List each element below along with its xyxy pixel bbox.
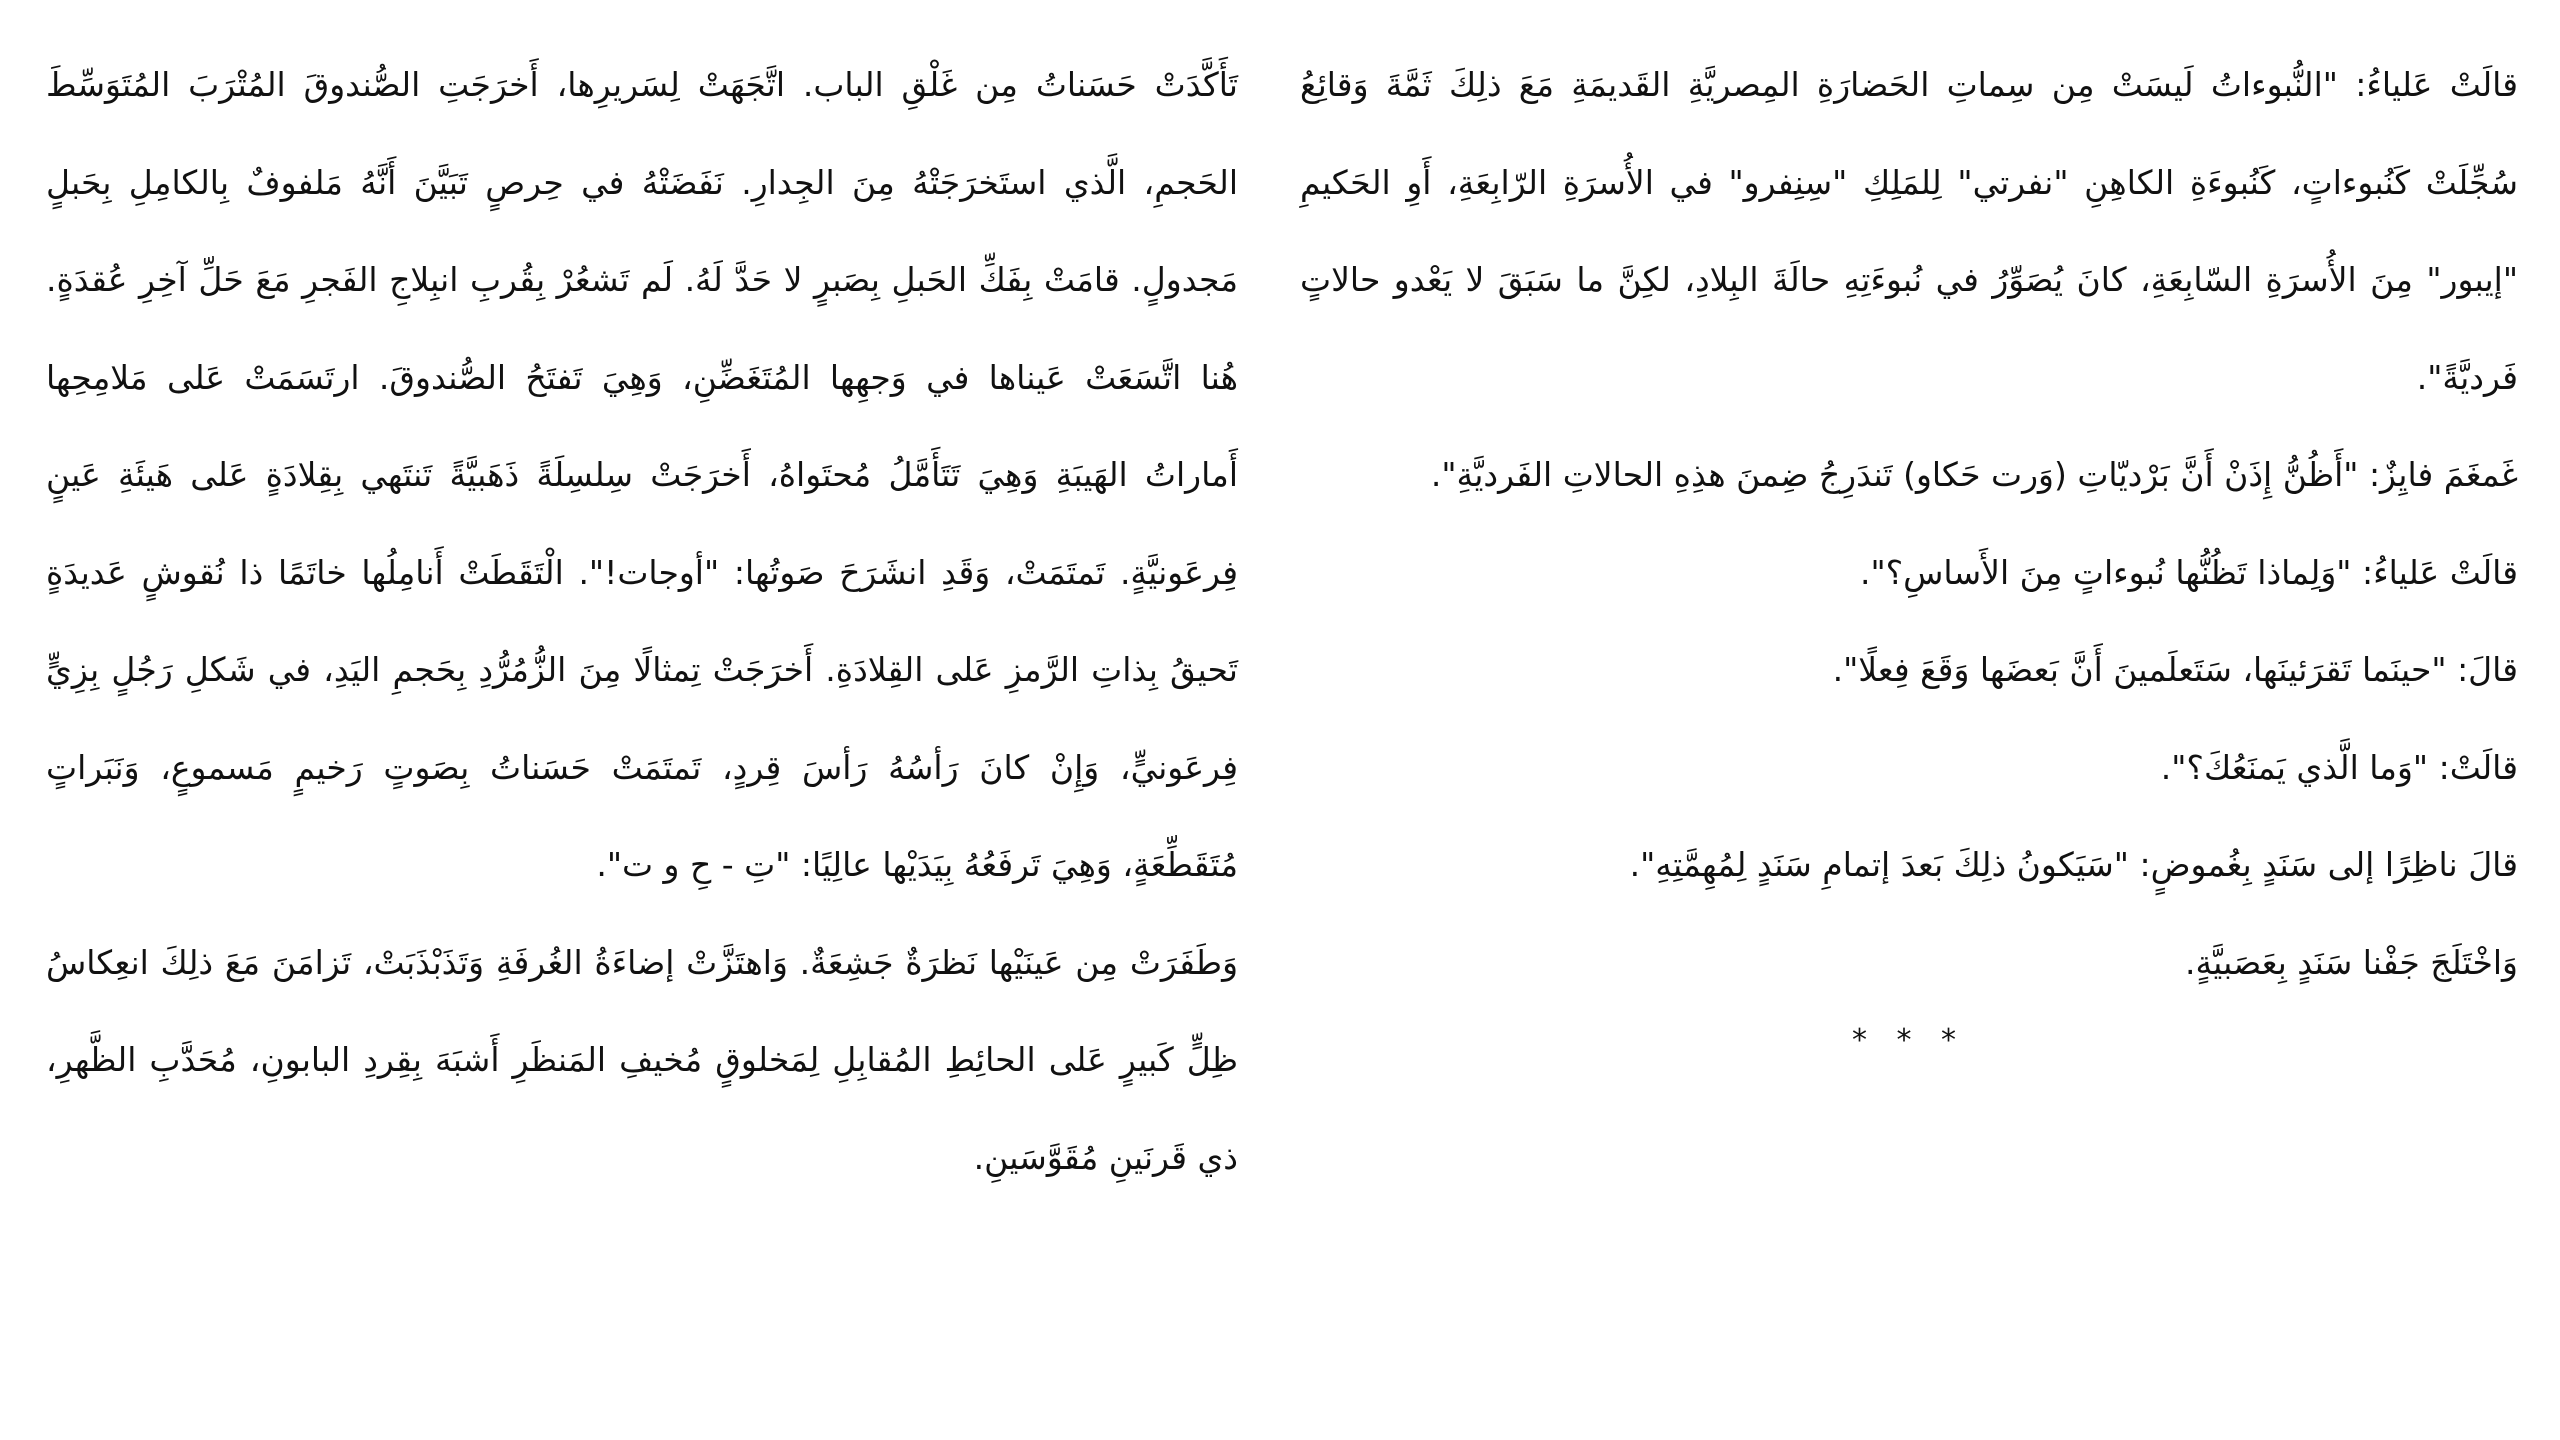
paragraph: قالَ ناظِرًا إلى سَنَدٍ بِغُموضٍ: "سَيَكونُ ذلِكَ بَعدَ إتمامِ سَنَدٍ لِمُهِمَّتِهِ".	[1629, 845, 2518, 884]
paragraph: قالَتْ عَلياءُ: "النُّبوءاتُ لَيسَتْ مِن سِماتِ الحَضارَةِ المِصريَّةِ القَديمَةِ مَعَ ذلِكَ ثَمَّةَ وَقائِعُ سُجِّلَتْ كَنُبوءاتٍ، كَنُبوءَةِ الكاهِنِ "نفرتي" لِلمَلِكِ "سِنِفرو" في الأُسرَةِ الرّابِعَةِ، أَوِ الحَكيمِ "إيبور" مِنَ الأُسرَةِ السّابِعَةِ، كانَ يُصَوِّرُ في نُبوءَتِهِ حالَةَ البِلادِ، لكِنَّ ما سَبَقَ لا يَعْدو حالاتٍ فَرديَّةً".	[1300, 65, 2518, 397]
section-separator: * * *	[1851, 1023, 1967, 1058]
paragraph: غَمغَمَ فايِزٌ: "أَظُنُّ إِذَنْ أَنَّ بَرْديّاتِ (وَرت حَكاو) تَندَرِجُ ضِمنَ هذِهِ الحالاتِ الفَرديَّةِ".	[1430, 455, 2518, 494]
left-page-column	[46, 36, 1238, 1206]
right-page-column	[1300, 36, 2518, 1071]
paragraph: تَأَكَّدَتْ حَسَناتُ مِن غَلْقِ الباب. اتَّجَهَتْ لِسَريرِها، أَخرَجَتِ الصُّندوقَ المُتْرَبَ المُتَوَسِّطَ الحَجمِ، الَّذي استَخرَجَتْهُ مِنَ الجِدارِ. نَفَضَتْهُ في حِرصٍ تَبَيَّنَ أَنَّهُ مَلفوفٌ بِالكامِلِ بِحَبلٍ مَجدولٍ. قامَتْ بِفَكِّ الحَبلِ بِصَبرٍ لا حَدَّ لَهُ. لَم تَشعُرْ بِقُربِ انبِلاجِ الفَجرِ مَعَ حَلِّ آخِرِ عُقدَةٍ. هُنا اتَّسَعَتْ عَيناها في وَجهِها المُتَغَضِّنِ، وَهِيَ تَفتَحُ الصُّندوقَ. ارتَسَمَتْ عَلى مَلامِحِها أَماراتُ الهَيبَةِ وَهِيَ تَتَأَمَّلُ مُحتَواهُ، أَخرَجَتْ سِلسِلَةً ذَهَبيَّةً تَنتَهي بِقِلادَةٍ عَلى هَيئَةِ عَينٍ فِرعَونيَّةٍ. تَمتَمَتْ، وَقَدِ انشَرَحَ صَوتُها: "أوجات!". الْتَقَطَتْ أَنامِلُها خاتَمًا ذا نُقوشٍ عَديدَةٍ تَحيقُ بِذاتِ الرَّمزِ عَلى القِلادَةِ. أَخرَجَتْ تِمثالًا مِنَ الزُّمُرُّدِ بِحَجمِ اليَدِ، في شَكلِ رَجُلٍ بِزِيٍّ فِرعَونيٍّ، وَإِنْ كانَ رَأسُهُ رَأسَ قِردٍ، تَمتَمَتْ حَسَناتُ بِصَوتٍ رَخيمٍ مَسموعٍ، وَنَبَراتٍ مُتَقَطِّعَةٍ، وَهِيَ تَرفَعُهُ بِيَدَيْها عالِيًا: "تِ - حِ و ت".	[46, 65, 1238, 884]
paragraph: قالَتْ عَلياءُ: "وَلِماذا تَظُنُّها نُبوءاتٍ مِنَ الأَساسِ؟".	[1859, 552, 2518, 592]
paragraph: وَاخْتَلَجَ جَفْنا سَنَدٍ بِعَصَبيَّةٍ.	[2184, 942, 2518, 982]
paragraph: وَطَفَرَتْ مِن عَينَيْها نَظرَةٌ جَشِعَةٌ. وَاهتَزَّتْ إضاءَةُ الغُرفَةِ وَتَذَبْذَبَتْ، تَزامَنَ مَعَ ذلِكَ انعِكاسُ ظِلٍّ كَبيرٍ عَلى الحائِطِ المُقابِلِ لِمَخلوقٍ مُخيفِ المَنظَرِ أَشبَهَ بِقِردِ البابونِ، مُحَدَّبِ الظَّهرِ، ذي قَرنَينِ مُقَوَّسَينِ.	[46, 942, 1238, 1177]
paragraph: قالَتْ: "وَما الَّذي يَمنَعُكَ؟".	[2160, 747, 2518, 787]
paragraph: قالَ: "حينَما تَقرَئينَها، سَتَعلَمينَ أَنَّ بَعضَها وَقَعَ فِعلًا".	[1832, 650, 2518, 689]
